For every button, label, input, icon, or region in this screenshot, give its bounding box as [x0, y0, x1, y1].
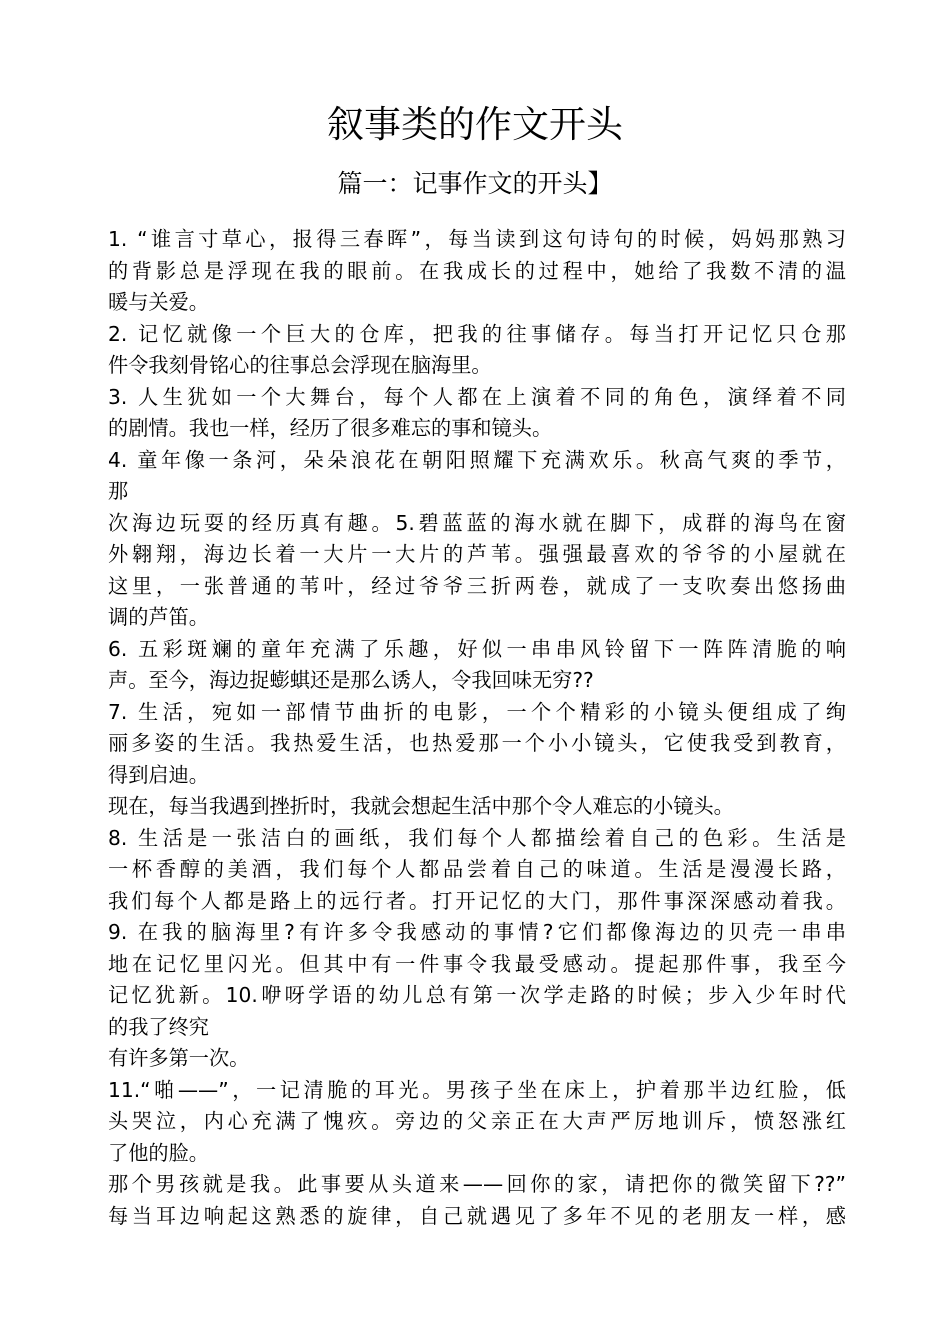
text-line: 1. “谁言寸草心，报得三春晖”，每当读到这句诗句的时候，妈妈那熟习: [108, 227, 846, 251]
text-line: 现在，每当我遇到挫折时，我就会想起生活中那个令人难忘的小镜头。: [108, 794, 734, 818]
text-line: 3. 人生犹如一个大舞台，每个人都在上演着不同的角色，演绎着不同: [108, 384, 846, 409]
text-line: 7. 生活，宛如一部情节曲折的电影，一个个精彩的小镜头便组成了绚: [108, 699, 846, 724]
text-line: 那: [108, 479, 129, 503]
text-line: 每当耳边响起这熟悉的旋律，自己就遇见了多年不见的老朋友一样，感: [108, 1203, 846, 1228]
text-line: 4. 童年像一条河，朵朵浪花在朝阳照耀下充满欢乐。秋高气爽的季节，: [108, 447, 846, 472]
text-line: 8. 生活是一张洁白的画纸，我们每个人都描绘着自己的色彩。生活是: [108, 825, 846, 850]
text-line: 暖与关爱。: [108, 290, 209, 314]
text-line: 了他的脸。: [108, 1140, 209, 1165]
document-subtitle: 篇一：记事作文的开头】: [337, 169, 613, 198]
text-line: 有许多第一次。: [108, 1046, 250, 1070]
text-line: 我们每个人都是路上的远行者。打开记忆的大门，那件事深深感动着我。: [108, 888, 846, 913]
text-line: 件令我刻骨铭心的往事总会浮现在脑海里。: [108, 353, 492, 377]
text-line: 11.“啪——”，一记清脆的耳光。男孩子坐在床上，护着那半边红脸，低: [108, 1077, 846, 1102]
text-line: 声。至今，海边捉蟛蜞还是那么诱人，令我回味无穷??: [108, 668, 594, 692]
text-line: 6. 五彩斑斓的童年充满了乐趣，好似一串串风铃留下一阵阵清脆的响: [108, 636, 846, 661]
text-line: 的剧情。我也一样，经历了很多难忘的事和镜头。: [108, 416, 553, 440]
text-line: 丽多姿的生活。我热爱生活，也热爱那一个小小镜头，它使我受到教育，: [108, 731, 846, 755]
text-line: 9. 在我的脑海里?有许多令我感动的事情?它们都像海边的贝壳一串串: [108, 920, 846, 944]
text-line: 地在记忆里闪光。但其中有一件事令我最受感动。提起那件事，我至今: [108, 951, 846, 976]
text-line: 2. 记忆就像一个巨大的仓库，把我的往事储存。每当打开记忆只仓那: [108, 321, 846, 346]
text-line: 次海边玩耍的经历真有趣。5.碧蓝蓝的海水就在脚下，成群的海鸟在窗: [108, 510, 846, 535]
text-line: 调的芦笛。: [108, 605, 209, 629]
text-line: 的背影总是浮现在我的眼前。在我成长的过程中，她给了我数不清的温: [108, 258, 846, 283]
text-line: 外翱翔，海边长着一大片一大片的芦苇。强强最喜欢的爷爷的小屋就在: [108, 542, 846, 566]
text-line: 记忆犹新。10.咿呀学语的幼儿总有第一次学走路的时候；步入少年时代: [108, 983, 846, 1007]
text-line: 一杯香醇的美酒，我们每个人都品尝着自己的味道。生活是漫漫长路，: [108, 857, 846, 881]
text-line: 这里，一张普通的苇叶，经过爷爷三折两卷，就成了一支吹奏出悠扬曲: [108, 573, 846, 598]
text-line: 那个男孩就是我。此事要从头道来——回你的家，请把你的微笑留下??”: [108, 1172, 846, 1196]
document-title: 叙事类的作文开头: [327, 103, 623, 146]
text-line: 得到启迪。: [108, 762, 209, 787]
text-line: 的我了终究: [108, 1014, 209, 1039]
document-body: [108, 224, 846, 1232]
text-line: 头哭泣，内心充满了愧疚。旁边的父亲正在大声严厉地训斥，愤怒涨红: [108, 1109, 846, 1133]
